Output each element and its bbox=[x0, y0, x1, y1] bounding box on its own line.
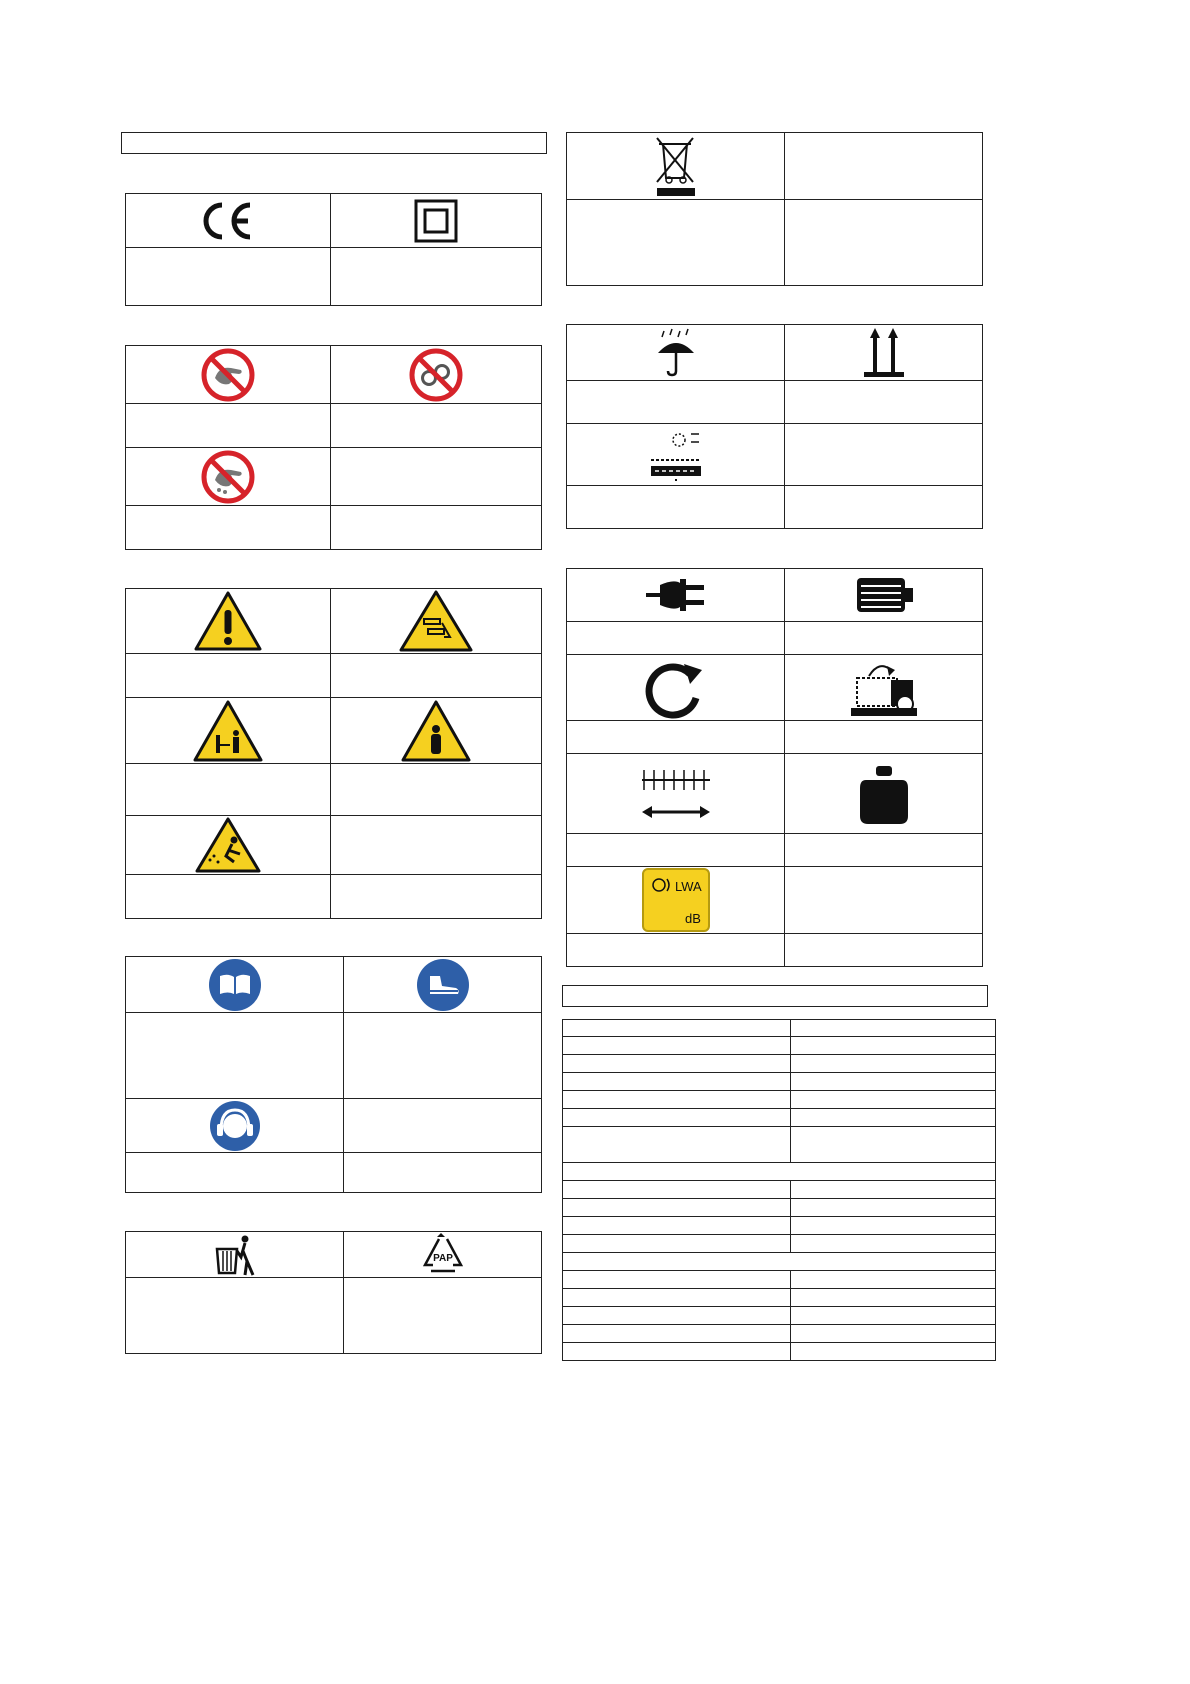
spec-value bbox=[791, 1073, 996, 1091]
spec-label bbox=[563, 1343, 791, 1361]
dimension-description bbox=[567, 834, 785, 867]
packaging-symbols-table bbox=[566, 324, 983, 529]
double-insulation-icon bbox=[414, 199, 458, 243]
drum-mixer-description bbox=[785, 721, 983, 754]
safety-shoes-cell bbox=[344, 957, 542, 1013]
no-hand-icon bbox=[201, 348, 255, 402]
empty-cell bbox=[344, 1099, 542, 1153]
drum-mixer-cell bbox=[785, 655, 983, 721]
this-way-up-icon bbox=[862, 326, 906, 380]
spec-label bbox=[563, 1020, 791, 1037]
technical-data-table bbox=[562, 1019, 996, 1361]
general-warning-icon bbox=[193, 590, 263, 652]
machine-symbols-table bbox=[566, 568, 983, 967]
ear-protection-description bbox=[126, 1153, 344, 1193]
plug-icon bbox=[644, 575, 708, 615]
motor-description bbox=[785, 622, 983, 655]
empty-cell bbox=[785, 867, 983, 934]
empty-cell bbox=[344, 1153, 542, 1193]
plug-description bbox=[567, 622, 785, 655]
spec-value bbox=[791, 1127, 996, 1163]
empty-cell bbox=[331, 816, 542, 875]
pap-label: PAP bbox=[432, 1252, 453, 1264]
no-wet-hand-icon bbox=[201, 450, 255, 504]
no-children-icon bbox=[409, 348, 463, 402]
lwa-label: LWA bbox=[674, 879, 702, 894]
weee-description-top bbox=[785, 133, 983, 200]
empty-cell bbox=[785, 424, 983, 486]
empty-cell bbox=[331, 506, 542, 550]
keep-dry-cell bbox=[567, 325, 785, 381]
spec-label bbox=[563, 1127, 791, 1163]
ce-cell bbox=[126, 194, 331, 248]
pap-recycle-icon bbox=[419, 1233, 467, 1277]
drum-mixer-icon bbox=[847, 656, 921, 720]
noise-lwa-icon bbox=[641, 867, 711, 933]
no-hand-description bbox=[126, 404, 331, 448]
fragile-label-description bbox=[567, 486, 785, 529]
empty-cell bbox=[785, 200, 983, 286]
weight-description bbox=[785, 834, 983, 867]
general-warning-description bbox=[126, 654, 331, 698]
spec-value bbox=[791, 1109, 996, 1127]
weee-cell bbox=[567, 133, 785, 200]
pap-recycle-description bbox=[344, 1278, 542, 1354]
rotation-description bbox=[567, 721, 785, 754]
keep-distance-warning-cell bbox=[126, 698, 331, 764]
keep-distance-warning-description bbox=[126, 764, 331, 816]
keep-dry-description bbox=[567, 381, 785, 424]
mandatory-symbols-table bbox=[125, 956, 542, 1193]
no-wet-hand-cell bbox=[126, 448, 331, 506]
spec-value bbox=[791, 1037, 996, 1055]
spec-label bbox=[563, 1055, 791, 1073]
noise-description bbox=[567, 934, 785, 967]
spec-label bbox=[563, 1307, 791, 1325]
spec-value bbox=[791, 1343, 996, 1361]
empty-cell bbox=[331, 448, 542, 506]
spec-label bbox=[563, 1271, 791, 1289]
empty-cell bbox=[331, 875, 542, 919]
spec-label bbox=[563, 1199, 791, 1217]
ear-protection-cell bbox=[126, 1099, 344, 1153]
weee-symbols-table bbox=[566, 132, 983, 286]
spec-label bbox=[563, 1217, 791, 1235]
spec-label bbox=[563, 1289, 791, 1307]
flying-particles-warning-description bbox=[126, 875, 331, 919]
spec-label bbox=[563, 1235, 791, 1253]
spec-label bbox=[563, 1073, 791, 1091]
spec-label bbox=[563, 1181, 791, 1199]
spec-value bbox=[791, 1235, 996, 1253]
empty-cell bbox=[785, 486, 983, 529]
bystander-warning-icon bbox=[400, 699, 472, 763]
weight-cell bbox=[785, 754, 983, 834]
trash-bin-icon bbox=[213, 1233, 257, 1277]
spec-value bbox=[791, 1325, 996, 1343]
noise-cell bbox=[567, 867, 785, 934]
class2-cell bbox=[331, 194, 542, 248]
warning-symbols-table bbox=[125, 588, 542, 919]
entanglement-warning-icon bbox=[398, 589, 474, 653]
keep-distance-warning-icon bbox=[192, 699, 264, 763]
ce-description bbox=[126, 248, 331, 306]
spec-value bbox=[791, 1020, 996, 1037]
safety-shoes-description bbox=[344, 1013, 542, 1099]
spec-value bbox=[791, 1289, 996, 1307]
fragile-label-icon bbox=[647, 426, 705, 484]
spec-value bbox=[791, 1181, 996, 1199]
spec-label bbox=[563, 1037, 791, 1055]
plug-cell bbox=[567, 569, 785, 622]
trash-bin-description bbox=[126, 1278, 344, 1354]
disposal-symbols-table bbox=[125, 1231, 542, 1354]
spec-label bbox=[563, 1091, 791, 1109]
spec-section-row bbox=[563, 1163, 996, 1181]
general-warning-cell bbox=[126, 589, 331, 654]
class2-description bbox=[331, 248, 542, 306]
no-children-cell bbox=[331, 346, 542, 404]
spec-section-row bbox=[563, 1253, 996, 1271]
entanglement-warning-cell bbox=[331, 589, 542, 654]
this-way-up-description bbox=[785, 381, 983, 424]
flying-particles-warning-icon bbox=[194, 816, 262, 874]
spec-label bbox=[563, 1109, 791, 1127]
dimension-cell bbox=[567, 754, 785, 834]
bystander-warning-cell bbox=[331, 698, 542, 764]
dimension-arrow-icon bbox=[636, 762, 716, 826]
entanglement-warning-description bbox=[331, 654, 542, 698]
motor-cell bbox=[785, 569, 983, 622]
fragile-label-cell bbox=[567, 424, 785, 486]
db-label: dB bbox=[684, 911, 701, 926]
no-hand-cell bbox=[126, 346, 331, 404]
spec-value bbox=[791, 1307, 996, 1325]
read-manual-description bbox=[126, 1013, 344, 1099]
weee-description bbox=[567, 200, 785, 286]
spec-value bbox=[791, 1271, 996, 1289]
conformity-symbols-table bbox=[125, 193, 542, 306]
safety-shoes-icon bbox=[416, 958, 470, 1012]
this-way-up-cell bbox=[785, 325, 983, 381]
no-children-description bbox=[331, 404, 542, 448]
rotation-cell bbox=[567, 655, 785, 721]
technical-data-header-box bbox=[562, 985, 988, 1007]
rotation-icon bbox=[644, 656, 708, 720]
spec-value bbox=[791, 1091, 996, 1109]
weee-crossed-bin-icon bbox=[651, 134, 701, 198]
spec-value bbox=[791, 1217, 996, 1235]
motor-icon bbox=[853, 574, 915, 616]
ear-protection-icon bbox=[207, 1100, 263, 1152]
flying-particles-warning-cell bbox=[126, 816, 331, 875]
read-manual-icon bbox=[208, 958, 262, 1012]
ce-mark-icon bbox=[200, 201, 256, 241]
spec-value bbox=[791, 1199, 996, 1217]
section-header-box bbox=[121, 132, 547, 154]
keep-dry-icon bbox=[654, 327, 698, 379]
trash-bin-cell bbox=[126, 1232, 344, 1278]
no-wet-hand-description bbox=[126, 506, 331, 550]
prohibition-symbols-table bbox=[125, 345, 542, 550]
spec-value bbox=[791, 1055, 996, 1073]
empty-cell bbox=[785, 934, 983, 967]
weight-icon bbox=[856, 762, 912, 826]
read-manual-cell bbox=[126, 957, 344, 1013]
pap-recycle-cell bbox=[344, 1232, 542, 1278]
bystander-warning-description bbox=[331, 764, 542, 816]
spec-label bbox=[563, 1325, 791, 1343]
